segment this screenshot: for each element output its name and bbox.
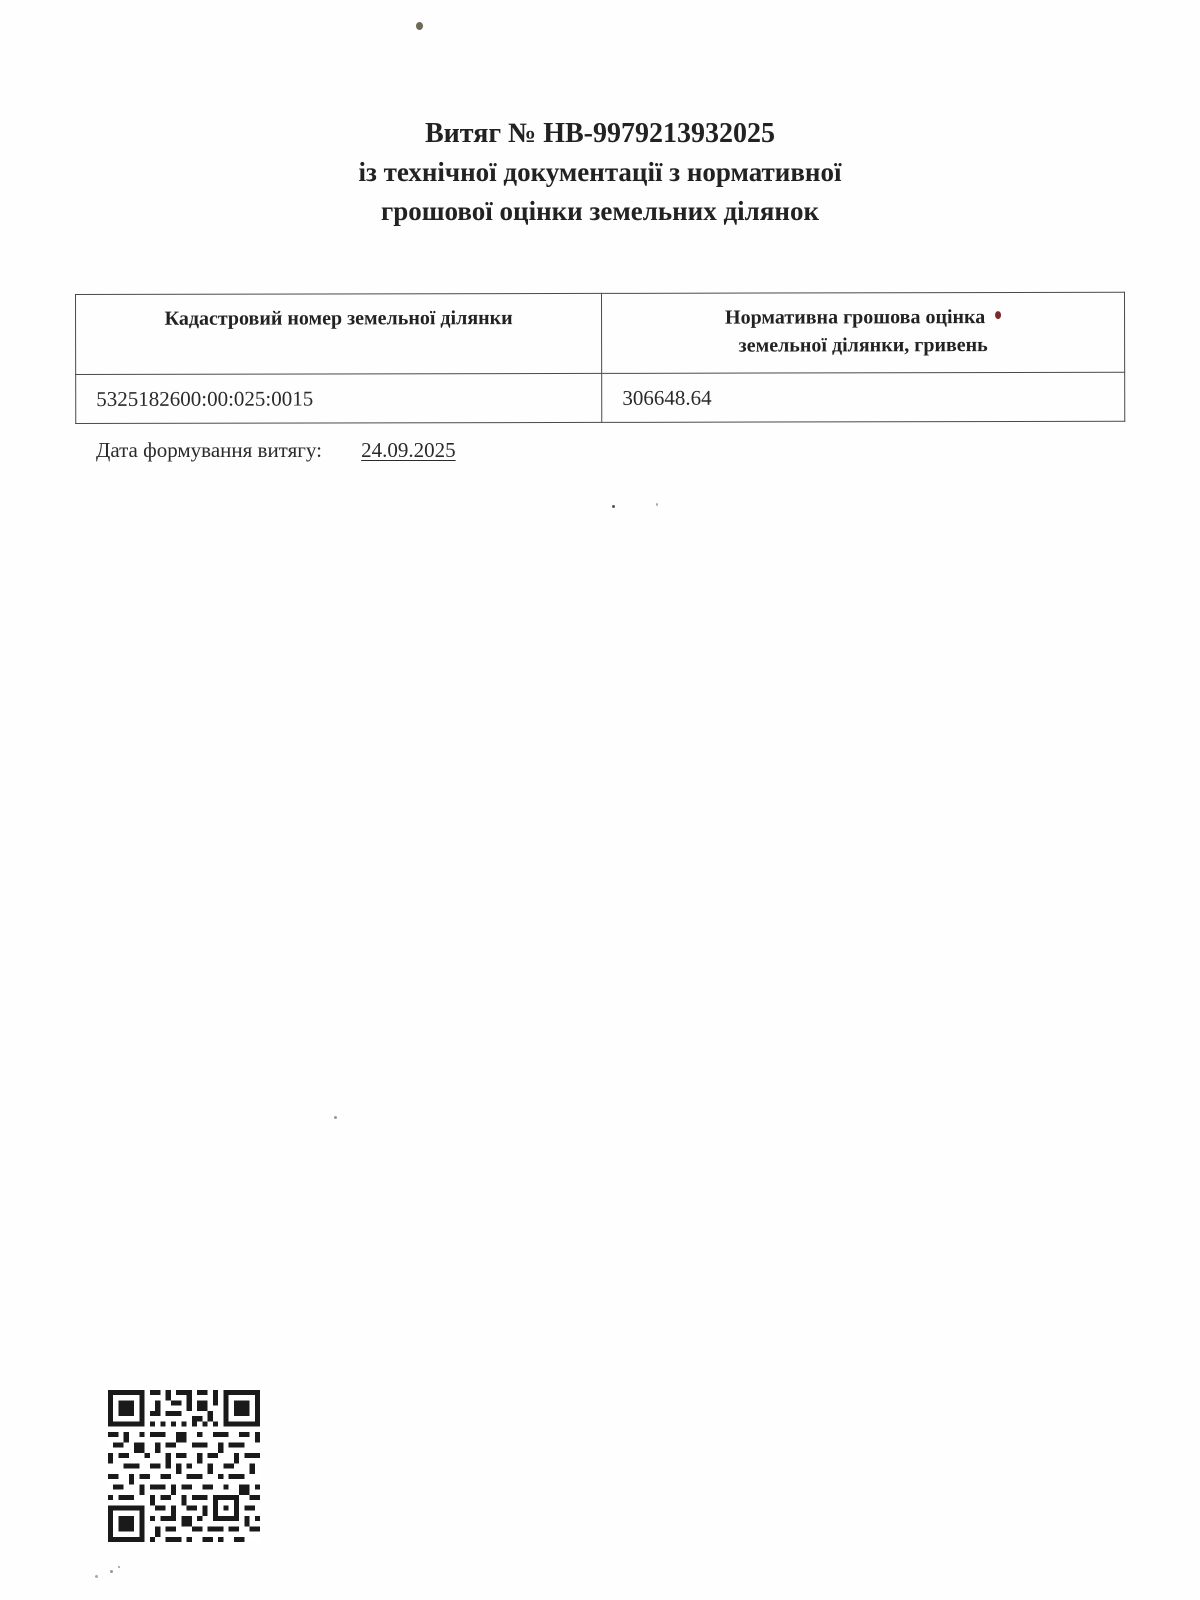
scan-speck	[656, 503, 658, 506]
document-title	[0, 114, 1200, 231]
header-normative-value	[602, 292, 1125, 373]
scan-speck	[110, 1570, 113, 1573]
title-line-1: Витяг № НВ-9979213932025	[425, 118, 775, 149]
scan-speck	[95, 1575, 98, 1578]
title-line-2: із технічної документації з нормативної	[358, 157, 842, 187]
scan-speck	[334, 1116, 337, 1119]
valuation-table	[75, 292, 1125, 424]
red-ink-mark	[995, 311, 1001, 319]
title-line-3: грошової оцінки земельних ділянок	[380, 196, 820, 226]
cell-normative-value: 306648.64	[602, 372, 1125, 422]
table-row	[76, 372, 1125, 423]
qr-code-icon[interactable]	[108, 1390, 260, 1542]
table-header-row	[76, 292, 1125, 374]
header-col2-line2: земельної ділянки, гривень	[738, 334, 988, 357]
header-col2-line1: Нормативна грошова оцінка	[725, 306, 986, 329]
date-label: Дата формування витягу:	[96, 438, 322, 462]
scan-speck	[416, 22, 423, 30]
header-cadastral-number: Кадастровий номер земельної ділянки	[76, 293, 602, 374]
cell-cadastral-number: 5325182600:00:025:0015	[76, 373, 602, 423]
date-value: 24.09.2025	[361, 438, 456, 462]
formation-date	[96, 438, 456, 463]
scan-speck	[612, 505, 615, 508]
scan-speck	[118, 1566, 120, 1568]
